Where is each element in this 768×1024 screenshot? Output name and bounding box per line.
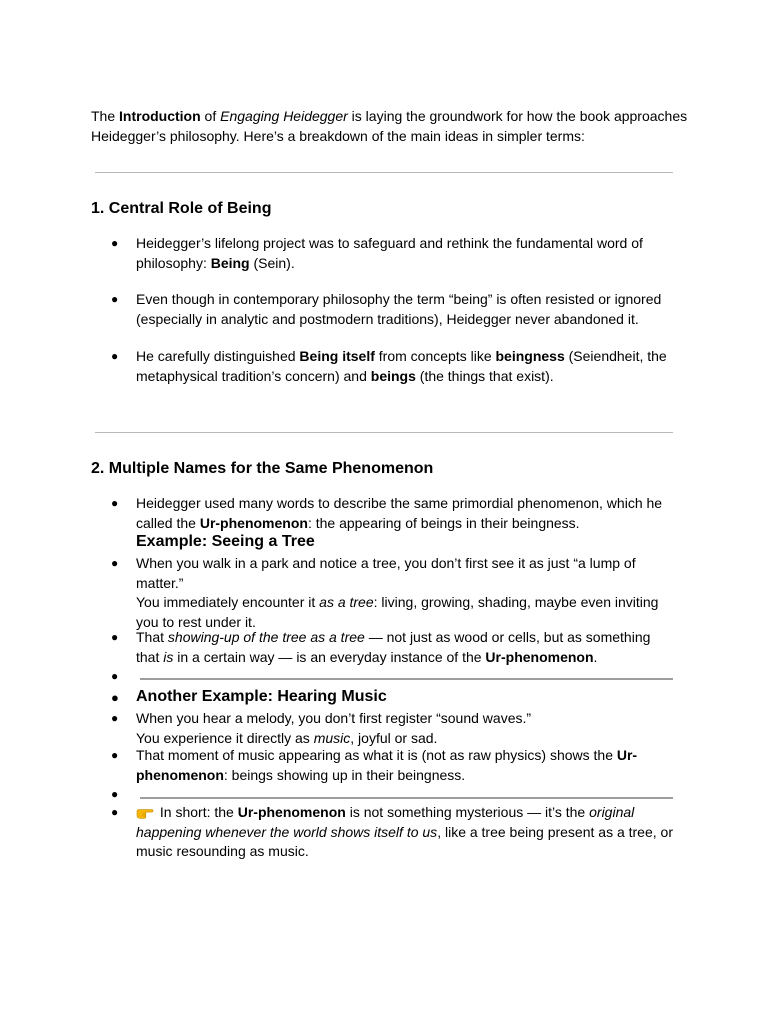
bullet-marker: ● [111, 805, 119, 819]
text-run: : living, growing, shading, maybe even inviting you to rest under it. [136, 594, 659, 630]
bullet-marker: ● [111, 496, 119, 510]
text-run: Heidegger used many words to describe the same primordial phenomenon, which he called the [136, 495, 663, 531]
text-run: In short: the [156, 804, 238, 820]
text-run: When you walk in a park and notice a tree, you don’t first see it as just “a lump of matter.” [136, 555, 636, 591]
bold-run: Being [210, 254, 250, 271]
bullet-marker: ● [111, 787, 119, 801]
text-run: . [593, 648, 598, 665]
italic-run: as a tree [319, 594, 374, 610]
bullet-marker: ● [111, 349, 119, 363]
intro-book-title: Engaging Heidegger [220, 108, 348, 124]
text-run: Heidegger’s lifelong project was to safeguard and rethink the fundamental word of philosophy: [136, 235, 643, 271]
bold-run: beingness [495, 348, 565, 364]
list-item-text [136, 803, 676, 862]
text-run: , joyful or sad. [350, 729, 438, 746]
text-run: He carefully distinguished [136, 348, 300, 364]
text-run: (Sein). [249, 254, 295, 271]
text-run: (Seiendheit, the metaphysical tradition’s concern) and [136, 348, 667, 384]
intro-text: of [200, 108, 221, 124]
italic-run: music [313, 729, 351, 746]
text-run: — not just as wood or cells, but as something that [136, 629, 651, 665]
bold-run: beings [370, 367, 416, 384]
horizontal-rule [140, 678, 673, 680]
list-item-text [136, 628, 676, 667]
pointing-hand-icon [136, 805, 154, 819]
bullet-marker: ● [111, 292, 119, 306]
list-item-text [136, 347, 676, 386]
list-item-text [136, 709, 676, 748]
list-item-text [136, 290, 676, 329]
bold-run: Ur-phenomenon [237, 804, 346, 820]
list-item-text [136, 554, 676, 632]
list-item-text [136, 494, 676, 533]
italic-run: is [163, 648, 174, 665]
bold-run: Ur-phenomenon [136, 747, 638, 783]
italic-run: showing-up of the tree as a tree [167, 629, 365, 645]
text-run: You experience it directly as [136, 729, 314, 746]
bullet-marker: ● [111, 690, 119, 705]
section-heading-multiple-names: 2. Multiple Names for the Same Phenomenon [91, 460, 434, 477]
text-run: When you hear a melody, you don’t first register “sound waves.” [136, 710, 532, 726]
horizontal-rule [140, 797, 673, 799]
bullet-marker: ● [111, 556, 119, 570]
text-run: That moment of music appearing as what it is (not as raw physics) shows the [136, 747, 617, 763]
text-run: is not something mysterious — it’s the [345, 804, 590, 820]
bullet-marker: ● [111, 711, 119, 725]
italic-run: original happening whenever the world shows itself to us [136, 804, 635, 840]
example-heading-music: Another Example: Hearing Music [136, 688, 387, 705]
bold-run: Ur-phenomenon [485, 648, 594, 665]
text-run: : beings showing up in their beingness. [223, 766, 466, 783]
example-heading-tree: Example: Seeing a Tree [136, 533, 315, 550]
text-run: (the things that exist). [415, 367, 554, 384]
text-run: Even though in contemporary philosophy the term “being” is often resisted or ignored (especially in analytic and postmodern traditions), Heidegger never abandoned it. [136, 291, 662, 327]
intro-text: is laying the groundwork for how the book approaches Heidegger’s philosophy. Here’s a breakdown of the main ideas in simpler terms: [91, 108, 688, 144]
bold-run: Ur-phenomenon [199, 514, 308, 531]
text-run: from concepts like [374, 348, 496, 364]
bullet-marker: ● [111, 236, 119, 250]
text-run: in a certain way — is an everyday instance of the [173, 648, 486, 665]
bullet-marker: ● [111, 630, 119, 644]
text-run: : the appearing of beings in their beingness. [307, 514, 580, 531]
intro-paragraph [91, 107, 691, 146]
bullet-marker: ● [111, 748, 119, 762]
horizontal-rule [95, 172, 673, 173]
bold-run: Being itself [299, 348, 375, 364]
intro-text: The [91, 108, 120, 124]
horizontal-rule [95, 432, 673, 433]
text-run: , like a tree being present as a tree, or music resounding as music. [136, 823, 673, 859]
list-item-text [136, 746, 676, 785]
bullet-marker: ● [111, 669, 119, 683]
text-run: You immediately encounter it [136, 594, 320, 610]
text-run: That [136, 629, 168, 645]
intro-bold-introduction: Introduction [119, 108, 201, 124]
list-item-text [136, 234, 676, 273]
section-heading-central-role: 1. Central Role of Being [91, 200, 272, 217]
